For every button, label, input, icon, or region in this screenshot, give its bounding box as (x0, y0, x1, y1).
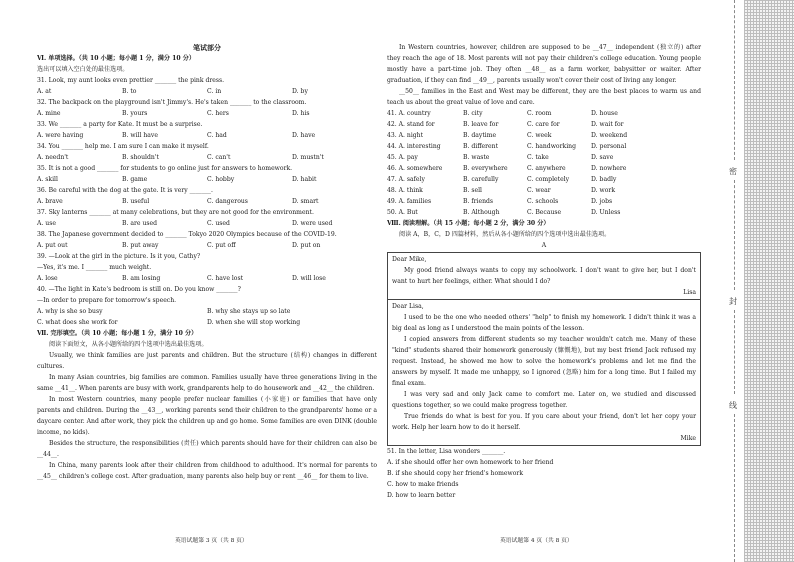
answer-option: 45. A. pay (387, 154, 418, 161)
answer-spacer (655, 185, 705, 196)
question-options (37, 317, 377, 328)
question-options (37, 306, 377, 317)
answer-option: C. schools (527, 198, 559, 205)
answer-option: C. take (527, 154, 549, 161)
answer-option: D. jobs (591, 198, 613, 205)
answer-option: D. save (591, 154, 614, 161)
answer-option: C. room (527, 110, 552, 117)
option: A. use (37, 220, 56, 227)
part8-heading: Ⅷ. 阅读理解。（共 15 小题；每小题 2 分，满分 30 分） (387, 220, 550, 227)
answer-option: 46. A. somewhere (387, 165, 443, 172)
answer-option: B. Although (463, 209, 500, 216)
question-stem: 35. It is not a good _______ for students to go online just for answers to homework. (37, 165, 293, 172)
option: B. put away (122, 242, 159, 249)
page-footer-right: 英语试题第 4 页（共 8 页） (500, 538, 573, 544)
letter2-greeting: Dear Lisa, (392, 303, 424, 310)
question-stem: 37. Sky lanterns _______ at many celebrations, but they are not good for the environment. (37, 209, 314, 216)
answer-option: B. daytime (463, 132, 497, 139)
question-options (37, 196, 377, 207)
passage-paragraph: In most Western countries, many people prefer nuclear families (小家庭) or families that have only parents and children. During the __43__, working parents send their children to the grandparents' home or a daycare center. And after work, they pick the children up and go home. Some families are even DINK (double income, no kids). (37, 396, 377, 436)
answer-option: D. nowhere (591, 165, 627, 172)
option: A. skill (37, 176, 58, 183)
letter-paragraph: True friends do what is best for you. If you care about your friend, don't let her copy your work. Help her learn how to do it herself. (392, 413, 696, 431)
binding-margin (726, 0, 744, 562)
option: D. were used (292, 220, 333, 227)
part6-instruction: 选出可以填入空白处的最佳选项。 (37, 66, 129, 73)
option: C. hobby (207, 176, 235, 183)
answer-option: B. carefully (463, 176, 499, 183)
answer-grid-strip (744, 0, 794, 562)
option: C. how to make friends (387, 481, 459, 488)
option: D. habit (292, 176, 317, 183)
answer-option: D. badly (591, 176, 617, 183)
binding-char-xian: 线 (729, 401, 737, 410)
passage-paragraph: In many Asian countries, big families are common. Families usually have three generations living in the same __41__. When parents are busy with work, grandparents help to do housework and __42__ the children. (37, 374, 377, 392)
passage-paragraph: Besides the structure, the responsibilities (责任) which parents should have for their children can also be __44__. (37, 440, 377, 458)
answer-spacer (655, 196, 705, 207)
question-options (37, 240, 377, 251)
answer-option: 47. A. safely (387, 176, 425, 183)
option: A. mine (37, 110, 61, 117)
answer-spacer (655, 207, 705, 218)
option: A. were having (37, 132, 84, 139)
page-footer-left: 英语试题第 3 页（共 8 页） (175, 538, 248, 544)
binding-dash-line (734, 310, 735, 394)
option: C. what does she work for (37, 319, 118, 326)
option: B. shouldn't (122, 154, 159, 161)
letter1-greeting: Dear Mike, (392, 256, 427, 263)
option: B. game (122, 176, 148, 183)
part6-questions (37, 75, 377, 328)
question-options (37, 130, 377, 141)
option: B. yours (122, 110, 148, 117)
question-stem: 34. You _______ help me. I am sure I can make it myself. (37, 143, 209, 150)
cloze-answer-options (387, 108, 701, 218)
letters-box (387, 252, 701, 446)
option: B. am losing (122, 275, 161, 282)
answer-spacer (655, 174, 705, 185)
option: C. had (207, 132, 227, 139)
answer-option: C. handworking (527, 143, 576, 150)
answer-option: C. wear (527, 187, 551, 194)
option: C. hers (207, 110, 229, 117)
letter2-signature: Mike (680, 435, 696, 442)
option: A. brave (37, 198, 63, 205)
option: C. in (207, 88, 222, 95)
option: C. put off (207, 242, 236, 249)
question-stem: 36. Be careful with the dog at the gate. It is very _______. (37, 187, 213, 194)
question51-stem: 51. In the letter, Lisa wonders _______. (387, 448, 506, 455)
question-stem: 39. —Look at the girl in the picture. Is it you, Cathy? (37, 253, 201, 260)
option: C. have lost (207, 275, 244, 282)
answer-option: B. friends (463, 198, 494, 205)
option: A. if she should offer her own homework to her friend (387, 459, 554, 466)
option: B. to (122, 88, 137, 95)
binding-dash-line (734, 0, 735, 160)
passage-paragraph: Usually, we think families are just parents and children. But the structure (结构) changes in different cultures. (37, 352, 377, 370)
option: A. put out (37, 242, 68, 249)
part6-heading: Ⅵ. 单项选择。（共 10 小题；每小题 1 分，满分 10 分） (37, 55, 195, 62)
option: D. when she will stop working (207, 319, 301, 326)
passage-paragraph: __50__ families in the East and West may be different, they are the best places to warm us and teach us about the great value of love and care. (387, 88, 701, 106)
question-options (37, 108, 377, 119)
question-options (37, 273, 377, 284)
section-title: 笔试部分 (193, 43, 221, 52)
answer-option: D. weekend (591, 132, 628, 139)
answer-option: C. care for (527, 121, 560, 128)
question-options (37, 86, 377, 97)
option: C. can't (207, 154, 231, 161)
option: A. at (37, 88, 52, 95)
part7-heading: Ⅶ. 完形填空。（共 10 小题；每小题 1 分，满分 10 分） (37, 330, 198, 337)
answer-option: 43. A. night (387, 132, 424, 139)
answer-spacer (655, 163, 705, 174)
answer-option: 42. A. stand for (387, 121, 435, 128)
question-line2: —Yes, it's me. I _______ much weight. (37, 264, 152, 271)
option: D. by (292, 88, 308, 95)
question-stem: 40. —The light in Kate's bedroom is still on. Do you know _______? (37, 286, 241, 293)
question51-options (387, 457, 701, 501)
option: D. have (292, 132, 316, 139)
option: B. if she should copy her friend's homework (387, 470, 524, 477)
option: A. why is she so busy (37, 308, 103, 315)
option: D. smart (292, 198, 319, 205)
answer-option: B. sell (463, 187, 482, 194)
letter-paragraph: I was very sad and only Jack came to comfort me. Later on, we studied and discussed questions together, so we could make progress together. (392, 391, 696, 409)
option: B. will have (122, 132, 158, 139)
cloze-passage-continued (387, 42, 701, 108)
answer-option: B. city (463, 110, 483, 117)
option: B. are used (122, 220, 158, 227)
answer-option: B. leave for (463, 121, 499, 128)
answer-option: 50. A. But (387, 209, 418, 216)
answer-option: D. house (591, 110, 618, 117)
question-line2: —In order to prepare for tomorrow's speech. (37, 297, 177, 304)
answer-option: B. different (463, 143, 499, 150)
answer-option: C. anywhere (527, 165, 566, 172)
letter-paragraph: I copied answers from different students so my teacher wouldn't catch me. Many of these "kind" students shared their homework generously (慷慨地), but my best friend Jack refused my request. Instead, he showed me how to solve the homework's problems and let me find the answers by myself. It made me unhappy, so I ignored (忽略) him for a long time. But I failed my final exam. (392, 336, 696, 387)
letter1-body: My good friend always wants to copy my schoolwork. I don't want to give her, but I don't want to hurt her feelings, either. What should I do? (392, 267, 696, 285)
answer-option: 48. A. think (387, 187, 423, 194)
binding-char-feng: 封 (729, 297, 737, 306)
letter2-body (392, 312, 696, 433)
option: B. useful (122, 198, 150, 205)
question-options (37, 152, 377, 163)
answer-option: D. wait for (591, 121, 624, 128)
binding-dash-line (734, 180, 735, 290)
question-options (37, 218, 377, 229)
question-stem: 33. We _______ a party for Kate. It must be a surprise. (37, 121, 203, 128)
answer-option: D. personal (591, 143, 627, 150)
answer-option: C. Because (527, 209, 562, 216)
answer-option: C. week (527, 132, 552, 139)
question-stem: 32. The backpack on the playground isn't Jimmy's. He's taken _______ to the classroom. (37, 99, 307, 106)
part8-instruction: 阅读 A，B，C，D 四篇材料，然后从各小题所给的四个选项中选出最佳选项。 (399, 231, 611, 238)
answer-option: D. work (591, 187, 616, 194)
answer-spacer (655, 130, 705, 141)
letter-paragraph: I used to be the one who needed others' "help" to finish my homework. I didn't think it was a big deal as long as I understood the main points of the lesson. (392, 314, 696, 332)
answer-option: B. waste (463, 154, 490, 161)
passage-label-a: A (541, 242, 547, 249)
question-options (37, 174, 377, 185)
answer-option: 44. A. interesting (387, 143, 441, 150)
answer-spacer (655, 152, 705, 163)
right-column (387, 42, 701, 501)
option: B. why she stays up so late (207, 308, 291, 315)
option: D. will lose (292, 275, 326, 282)
answer-option: D. Unless (591, 209, 621, 216)
answer-option: 49. A. families (387, 198, 432, 205)
letter-divider (388, 299, 700, 300)
answer-spacer (655, 119, 705, 130)
passage-paragraph: In Western countries, however, children are supposed to be __47__ independent (独立的) after they reach the age of 18. Most parents will not pay their children's college education. Young people mostly have a part-time job. They often __48__ as a farm worker, babysitter or waiter. After graduation, if they can find __49__, parents usually won't cover their cost of living any longer. (387, 44, 701, 84)
option: D. mustn't (292, 154, 324, 161)
answer-spacer (655, 108, 705, 119)
option: C. used (207, 220, 230, 227)
passage-paragraph: In China, many parents look after their children from childhood to adulthood. It's normal for parents to __45__ children's college cost. After graduation, many parents also help buy or rent __46__ for them to live. (37, 462, 377, 480)
letter1-signature: Lisa (683, 289, 696, 296)
option: A. lose (37, 275, 58, 282)
left-column (37, 42, 377, 482)
part7-instruction: 阅读下面短文，从各小题所给的四个选项中选出最佳选项。 (49, 341, 208, 348)
part7-passage (37, 350, 377, 482)
option: D. put on (292, 242, 321, 249)
question-stem: 31. Look, my aunt looks even prettier _______ the pink dress. (37, 77, 225, 84)
binding-char-mi: 密 (729, 167, 737, 176)
answer-option: B. everywhere (463, 165, 508, 172)
answer-option: 41. A. country (387, 110, 431, 117)
option: D. his (292, 110, 310, 117)
question-stem: 38. The Japanese government decided to _______ Tokyo 2020 Olympics because of the COVID-19. (37, 231, 337, 238)
option: A. needn't (37, 154, 69, 161)
binding-dash-line (734, 414, 735, 562)
answer-option: C. completely (527, 176, 570, 183)
option: C. dangerous (207, 198, 248, 205)
option: D. how to learn better (387, 492, 456, 499)
answer-spacer (655, 141, 705, 152)
